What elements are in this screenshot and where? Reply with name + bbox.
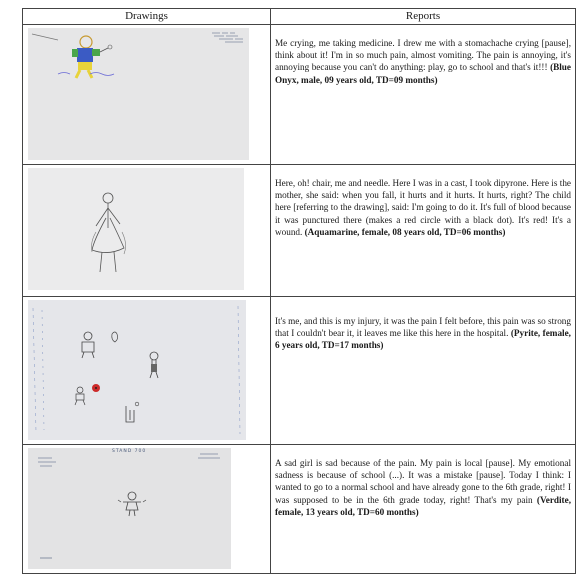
table-row bbox=[23, 297, 576, 445]
drawing-image-sad-girl bbox=[28, 448, 231, 569]
header-drawings: Drawings bbox=[23, 9, 271, 25]
participant-info: (Verdite, female, 13 years old, TD=60 months) bbox=[275, 494, 571, 517]
report-cell bbox=[271, 445, 576, 574]
drawing-image-figures-injury bbox=[28, 300, 246, 440]
report-cell bbox=[271, 25, 576, 165]
report-quote: Here, oh! chair, me and needle. Here I was in a cast, I took dipyrone. Here is the mother, she said: when you fall, it hurts and it hurts. It hurts, right? The child here [referring to the drawing], said: I'm going to do it. It's full of blood because it was punctured there (makes a red circle with a black dot). It's red! It's a wound. bbox=[275, 178, 571, 237]
drawing-handwritten-notes bbox=[211, 30, 247, 44]
report-text bbox=[271, 165, 575, 238]
report-quote: It's me, and this is my injury, it was the pain I felt before, this pain was so strong that I couldn't bear it, it leaves me like this here in the hospital. bbox=[275, 316, 571, 339]
drawing-image-mother-figure bbox=[28, 168, 244, 290]
drawing-caption-text bbox=[62, 71, 83, 76]
report-cell bbox=[271, 165, 576, 297]
participant-info: (Blue Onyx, male, 09 years old, TD=09 months) bbox=[275, 62, 571, 85]
drawing-cell bbox=[23, 165, 271, 297]
header-reports: Reports bbox=[271, 9, 576, 25]
table-row bbox=[23, 445, 576, 574]
report-quote: A sad girl is sad because of the pain. My pain is local [pause]. My emotional sadness is because of school (...). It was a mistake [pause]. Today I think: I wanted to go to a normal school and have already gone to the 6th grade, right! I was supposed to be in the 6th grade today, right! That's my pain bbox=[275, 458, 571, 505]
report-text bbox=[271, 297, 575, 352]
drawing-cell bbox=[23, 297, 271, 445]
drawings-reports-table bbox=[22, 8, 576, 574]
table-row bbox=[23, 165, 576, 297]
report-quote: Me crying, me taking medicine. I drew me with a stomachache crying [pause], think about it! I'm in so much pain, almost vomiting. The pain is annoying, it's annoying because you can't do anything: play, go to school and that's it!!! bbox=[275, 38, 571, 73]
report-text bbox=[271, 445, 575, 518]
report-cell bbox=[271, 297, 576, 445]
table-header-row bbox=[23, 9, 576, 25]
drawing-caption-text: STAND 700 bbox=[112, 449, 147, 454]
drawing-cell bbox=[23, 445, 271, 574]
drawing-cell bbox=[23, 25, 271, 165]
table-row bbox=[23, 25, 576, 165]
report-text bbox=[271, 25, 575, 86]
drawing-image-crying-child bbox=[28, 28, 249, 160]
participant-info: (Pyrite, female, 6 years old, TD=17 months) bbox=[275, 328, 571, 351]
participant-info: (Aquamarine, female, 08 years old, TD=06 months) bbox=[304, 226, 506, 237]
